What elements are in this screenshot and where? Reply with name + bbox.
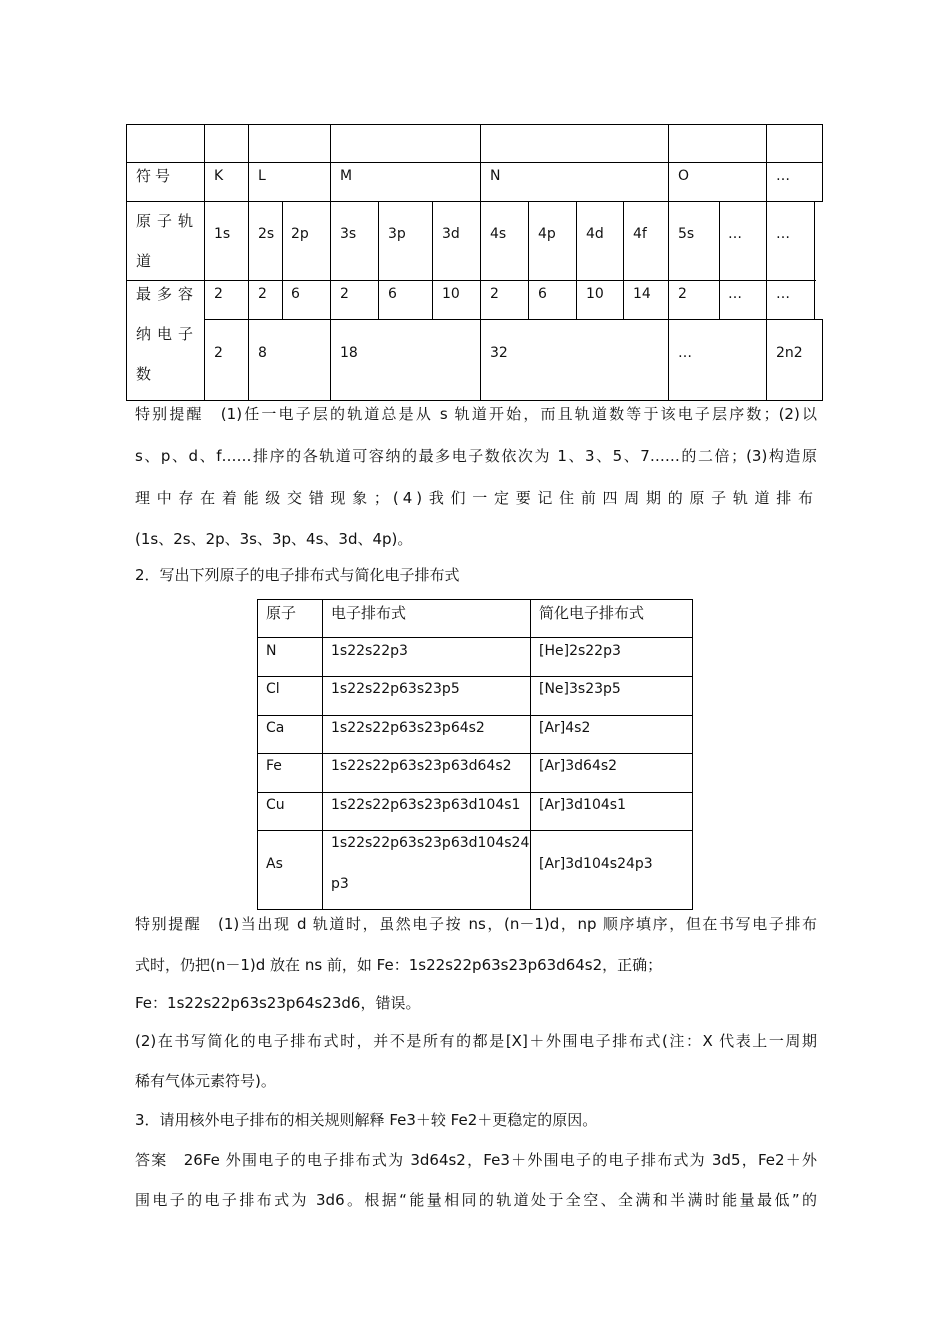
shell-cell: N (490, 168, 501, 184)
note-line: 稀有气体元素符号)。 (135, 1072, 276, 1090)
shell-max-cell: 2n2 (776, 345, 803, 361)
table-border (204, 124, 205, 401)
orbital-max-cell: 14 (633, 286, 651, 302)
orbital-max-cell: 2 (340, 286, 349, 302)
config-cell: 1s22s22p63s23p64s2 (331, 720, 485, 736)
table-border (432, 201, 433, 319)
header-atom: 原子 (266, 604, 297, 622)
orbital-max-cell: 6 (291, 286, 300, 302)
orbital-cell: 3s (340, 226, 357, 242)
orbital-cell: 4s (490, 226, 507, 242)
shell-cell: L (258, 168, 266, 184)
shell-max-cell: 2 (214, 345, 223, 361)
question-2-title: 2．写出下列原子的电子排布式与简化电子排布式 (135, 566, 460, 584)
config-cell-line1: 1s22s22p63s23p63d104s24 (331, 835, 530, 851)
note-line: 特别提醒 (1)当出现 d 轨道时，虽然电子按 ns，(n－1)d，np 顺序填序，但在书写电子排布 (135, 915, 817, 933)
row-label-max-electrons: 最多容纳电子数 (136, 285, 200, 383)
orbital-cell: 4d (586, 226, 604, 242)
table-border (282, 201, 283, 319)
orbital-max-cell: … (776, 286, 790, 302)
short-config-cell: [Ar]3d64s2 (539, 758, 618, 774)
table-border (576, 201, 577, 319)
table-border (257, 599, 258, 910)
short-config-cell: [Ar]4s2 (539, 720, 591, 736)
table-border (322, 599, 323, 910)
note-line: Fe：1s22s22p63s23p64s23d6，错误。 (135, 994, 421, 1012)
table-border (814, 201, 815, 319)
atom-cell: As (266, 856, 283, 872)
table-border (480, 124, 481, 401)
table-border (623, 201, 624, 319)
note-line: s、p、d、f……排序的各轨道可容纳的最多电子数依次为 1、3、5、7……的二倍；(3)构造原 (135, 447, 817, 465)
shell-cell: M (340, 168, 353, 184)
shell-cell: … (776, 168, 790, 184)
config-cell: 1s22s22p63s23p63d64s2 (331, 758, 512, 774)
shell-cell: O (678, 168, 690, 184)
note-line: 特别提醒 (1)任一电子层的轨道总是从 s 轨道开始，而且轨道数等于该电子层序数；(2)以 (135, 405, 817, 423)
orbital-max-cell: … (728, 286, 742, 302)
table-border (204, 319, 823, 320)
table-border (126, 124, 127, 401)
orbital-max-cell: 2 (490, 286, 499, 302)
table-border (528, 201, 529, 319)
config-cell: 1s22s22p63s23p63d104s1 (331, 797, 521, 813)
orbital-max-cell: 2 (214, 286, 223, 302)
orbital-cell: … (728, 226, 742, 242)
table-border (530, 599, 531, 910)
atom-cell: Cu (266, 797, 285, 813)
table-border (822, 124, 823, 201)
table-border (378, 201, 379, 319)
header-config: 电子排布式 (331, 604, 407, 622)
header-short-config: 简化电子排布式 (539, 604, 645, 622)
answer-line: 围电子的电子排布式为 3d6。根据“能量相同的轨道处于全空、全满和半满时能量最低”的 (135, 1191, 817, 1209)
orbital-cell: 1s (214, 226, 231, 242)
note-line: 式时，仍把(n－1)d 放在 ns 前，如 Fe：1s22s22p63s23p63d64s2，正确； (135, 956, 663, 974)
orbital-cell: 5s (678, 226, 695, 242)
row-label-symbol: 符号 (136, 167, 175, 185)
orbital-max-cell: 10 (442, 286, 460, 302)
table-border (692, 599, 693, 910)
orbital-cell: 2p (291, 226, 309, 242)
shell-max-cell: 32 (490, 345, 508, 361)
orbital-max-cell: 2 (678, 286, 687, 302)
note-line: (2)在书写简化的电子排布式时，并不是所有的都是[X]＋外围电子排布式(注：X 代表上一周期 (135, 1032, 817, 1050)
shell-max-cell: … (678, 345, 692, 361)
orbital-cell: 3p (388, 226, 406, 242)
short-config-cell: [He]2s22p3 (539, 643, 621, 659)
row-label-orbital: 原子轨道 (136, 212, 200, 270)
table-border (668, 124, 669, 401)
orbital-max-cell: 6 (388, 286, 397, 302)
atom-cell: Fe (266, 758, 282, 774)
short-config-cell: [Ar]3d104s24p3 (539, 856, 653, 872)
table-border (248, 124, 249, 401)
config-cell: 1s22s22p3 (331, 643, 408, 659)
shell-max-cell: 8 (258, 345, 267, 361)
orbital-max-cell: 2 (258, 286, 267, 302)
shell-max-cell: 18 (340, 345, 358, 361)
answer-line: 答案 26Fe 外围电子的电子排布式为 3d64s2，Fe3＋外围电子的电子排布式为 3d5，Fe2＋外 (135, 1151, 817, 1169)
short-config-cell: [Ne]3s23p5 (539, 681, 621, 697)
electron-config-table (257, 599, 693, 910)
atom-cell: Ca (266, 720, 285, 736)
orbital-cell: 2s (258, 226, 275, 242)
orbital-cell: 4f (633, 226, 647, 242)
table-border (822, 319, 823, 401)
note-line: (1s、2s、2p、3s、3p、4s、3d、4p)。 (135, 530, 413, 548)
config-cell: 1s22s22p63s23p5 (331, 681, 460, 697)
table-border (766, 124, 767, 401)
question-3-title: 3．请用核外电子排布的相关规则解释 Fe3＋较 Fe2＋更稳定的原因。 (135, 1111, 598, 1129)
atom-cell: N (266, 643, 277, 659)
orbital-max-cell: 6 (538, 286, 547, 302)
table-border (126, 162, 823, 163)
table-border (330, 124, 331, 401)
table-border (126, 280, 816, 281)
orbital-cell: 4p (538, 226, 556, 242)
orbital-max-cell: 10 (586, 286, 604, 302)
table-border (719, 201, 720, 319)
table-border (126, 124, 823, 125)
orbital-cell: … (776, 226, 790, 242)
orbital-capacity-table (126, 124, 823, 401)
shell-cell: K (214, 168, 224, 184)
config-cell-line2: p3 (331, 876, 349, 892)
orbital-cell: 3d (442, 226, 460, 242)
atom-cell: Cl (266, 681, 280, 697)
note-line: 理中存在着能级交错现象；(4)我们一定要记住前四周期的原子轨道排布 (135, 489, 817, 507)
short-config-cell: [Ar]3d104s1 (539, 797, 626, 813)
